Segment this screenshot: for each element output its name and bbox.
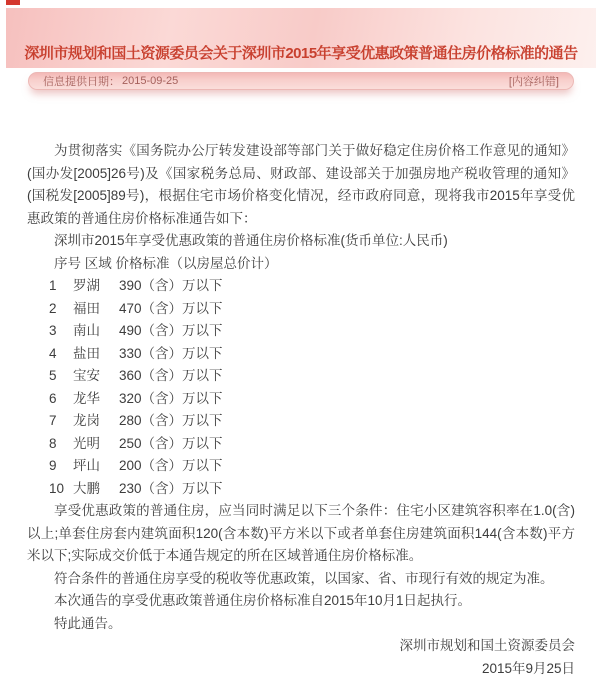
row-no: 8 xyxy=(49,435,57,451)
row-district: 大鹏 xyxy=(73,480,100,496)
info-date-value: 2015-09-25 xyxy=(122,75,179,87)
row-no: 6 xyxy=(49,390,57,406)
info-date xyxy=(43,73,178,89)
price-row xyxy=(27,320,575,343)
price-row xyxy=(27,275,575,298)
content-correction-link[interactable]: [内容纠错] xyxy=(508,76,559,88)
row-price: 360（含）万以下 xyxy=(119,368,223,383)
row-price: 490（含）万以下 xyxy=(119,323,223,338)
notice-title: 深圳市规划和国土资源委员会关于深圳市2015年享受优惠政策普通住房价格标准的通告 xyxy=(24,45,578,62)
row-district: 坪山 xyxy=(73,458,100,473)
row-price: 470（含）万以下 xyxy=(119,300,223,316)
intro-paragraph: 为贯彻落实《国务院办公厅转发建设部等部门关于做好稳定住房价格工作意见的通知》(国办发[2005]26号)及《国家税务总局、财政部、建设部关于加强房地产税收管理的通知》(国税发[2005]89号)，根据住宅市场价格变化情况，经市政府同意，现将我市2015年享受优惠政策的普通住房价格标准通告如下： xyxy=(27,143,575,226)
page-banner xyxy=(6,8,596,68)
row-district: 福田 xyxy=(73,300,100,316)
row-district: 光明 xyxy=(73,435,100,451)
row-price: 320（含）万以下 xyxy=(119,390,223,406)
price-row xyxy=(27,365,575,388)
row-district: 罗湖 xyxy=(73,278,100,293)
row-price: 330（含）万以下 xyxy=(119,345,223,361)
price-row xyxy=(27,298,575,321)
effective-date-paragraph: 本次通告的享受优惠政策普通住房价格标准自2015年10月1日起执行。 xyxy=(54,593,472,608)
notice-body xyxy=(27,140,575,680)
row-no: 7 xyxy=(49,413,57,428)
price-row xyxy=(27,433,575,456)
row-district: 南山 xyxy=(73,323,100,338)
row-no: 1 xyxy=(49,278,57,293)
row-no: 4 xyxy=(49,345,57,361)
standard-heading: 深圳市2015年享受优惠政策的普通住房价格标准(货币单位:人民币) xyxy=(54,233,448,248)
price-row xyxy=(27,455,575,478)
row-no: 3 xyxy=(49,323,57,338)
corner-red-mark xyxy=(6,0,20,5)
info-bar xyxy=(28,72,574,90)
row-no: 10 xyxy=(49,480,65,496)
row-price: 230（含）万以下 xyxy=(119,480,223,496)
row-price: 280（含）万以下 xyxy=(119,413,223,428)
row-price: 250（含）万以下 xyxy=(119,435,223,451)
row-no: 2 xyxy=(49,300,57,316)
signature: 深圳市规划和国土资源委员会 xyxy=(399,638,575,653)
info-date-label: 信息提供日期： xyxy=(43,76,120,88)
row-district: 盐田 xyxy=(73,345,100,361)
row-district: 宝安 xyxy=(73,368,100,383)
price-row xyxy=(27,410,575,433)
tax-policy-paragraph: 符合条件的普通住房享受的税收等优惠政策，以国家、省、市现行有效的规定为准。 xyxy=(54,570,554,586)
price-table-header: 序号 区域 价格标准（以房屋总价计） xyxy=(54,255,278,271)
row-district: 龙华 xyxy=(73,390,100,406)
closing-paragraph: 特此通告。 xyxy=(54,615,122,631)
row-no: 5 xyxy=(49,368,57,383)
row-price: 390（含）万以下 xyxy=(119,278,223,293)
row-no: 9 xyxy=(49,458,57,473)
price-row xyxy=(27,478,575,501)
signature-date: 2015年9月25日 xyxy=(481,660,575,676)
price-row xyxy=(27,388,575,411)
row-district: 龙岗 xyxy=(73,413,100,428)
row-price: 200（含）万以下 xyxy=(119,458,223,473)
price-row xyxy=(27,343,575,366)
conditions-paragraph: 享受优惠政策的普通住房，应当同时满足以下三个条件：住宅小区建筑容积率在1.0(含)以上;单套住房套内建筑面积120(含本数)平方米以下或者单套住房建筑面积144(含本数)平方米以下;实际成交价低于本通告规定的所在区域普通住房价格标准。 xyxy=(27,503,575,563)
